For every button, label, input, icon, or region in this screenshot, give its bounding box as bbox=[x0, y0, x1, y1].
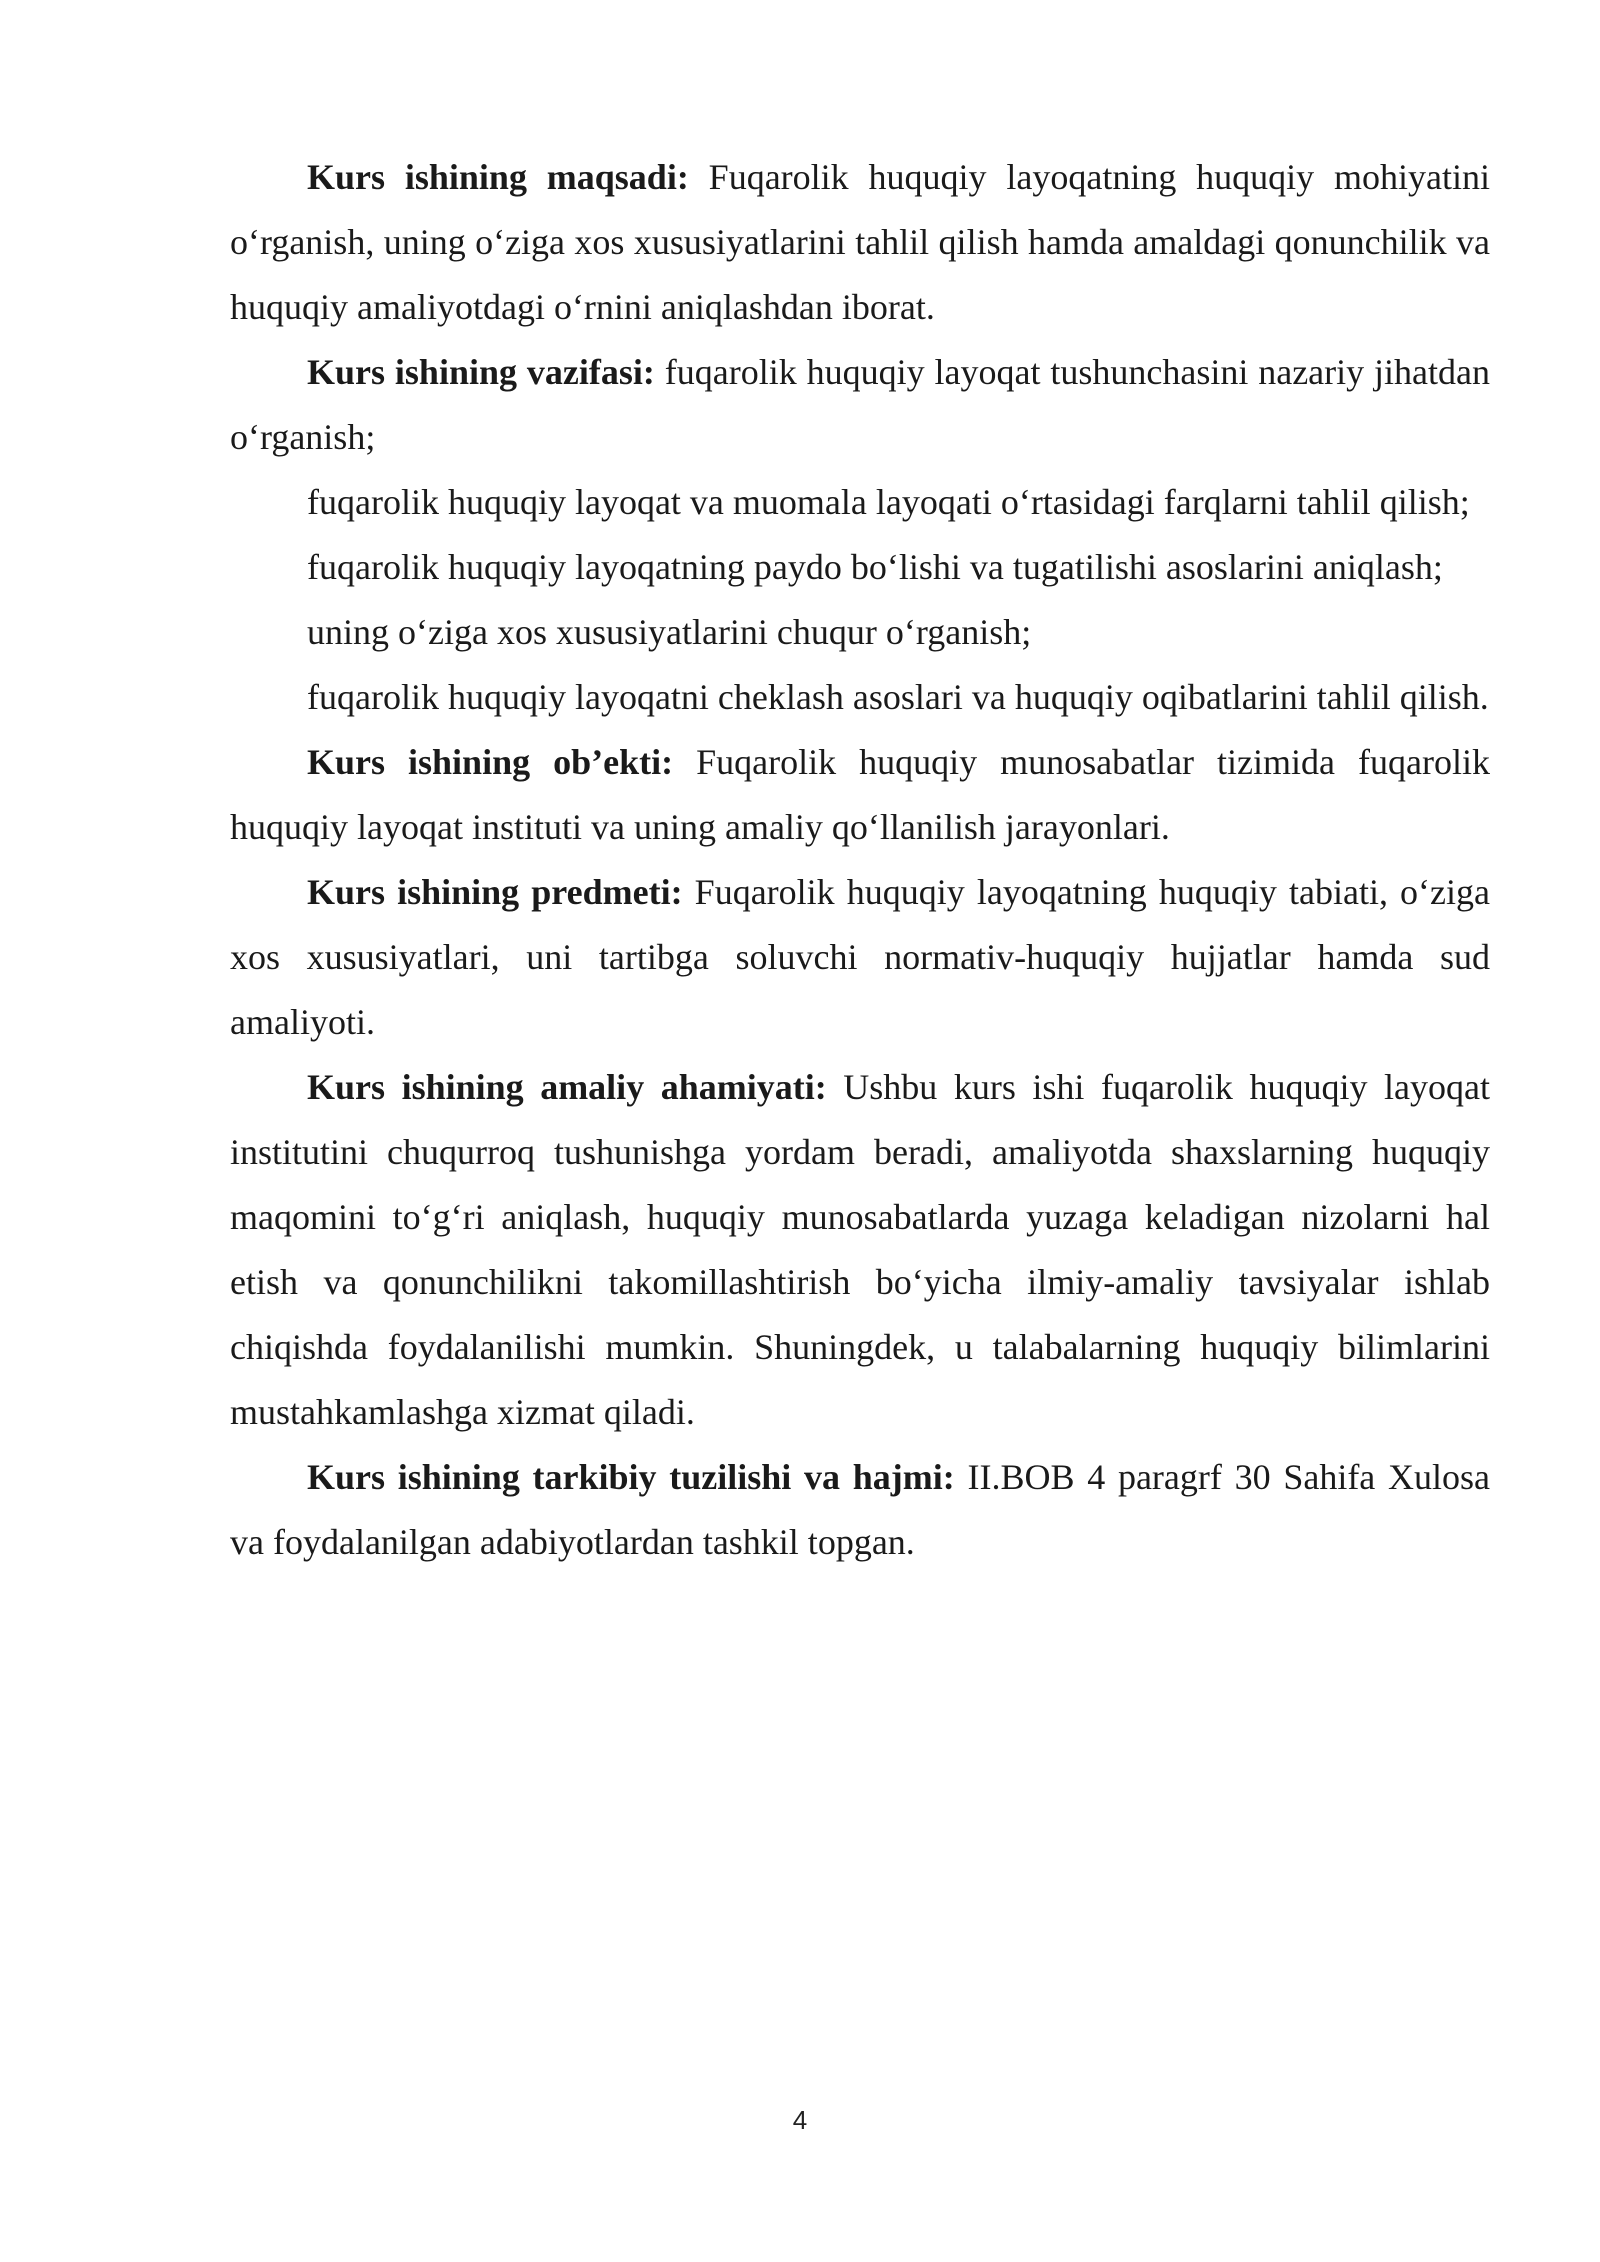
paragraph-amaliy-ahamiyati bbox=[230, 1055, 1490, 1445]
paragraph-text: fuqarolik huquqiy layoqatning paydo bo‘lishi va tugatilishi asoslarini aniqlash; bbox=[307, 547, 1443, 587]
paragraph-text: Fuqarolik huquqiy layoqatning huquqiy mohiyatini o‘rganish, uning o‘ziga xos xususiyatlarini tahlil qilish hamda amaldagi qonunchilik va huquqiy amaliyotdagi o‘rnini aniqlashdan iborat. bbox=[230, 157, 1491, 327]
task-item bbox=[230, 665, 1490, 730]
page-number: 4 bbox=[792, 2105, 808, 2135]
paragraph-maqsadi bbox=[230, 145, 1490, 340]
paragraph-vazifasi bbox=[230, 340, 1490, 470]
paragraph-text: II.BOB 4 paragrf 30 Sahifa Xulosa va foydalanilgan adabiyotlardan tashkil topgan. bbox=[230, 1457, 1490, 1562]
paragraph-text: fuqarolik huquqiy layoqatni cheklash asoslari va huquqiy oqibatlarini tahlil qilish. bbox=[307, 677, 1489, 717]
task-item bbox=[230, 535, 1490, 600]
paragraph-text: Fuqarolik huquqiy layoqatning huquqiy tabiati, o‘ziga xos xususiyatlari, uni tartibga soluvchi normativ-huquqiy hujjatlar hamda sud amaliyoti. bbox=[230, 872, 1490, 1042]
paragraph-obekti bbox=[230, 730, 1490, 860]
paragraph-text: fuqarolik huquqiy layoqat va muomala layoqati o‘rtasidagi farqlarni tahlil qilish; bbox=[307, 482, 1470, 522]
paragraph-tarkibiy-tuzilishi bbox=[230, 1445, 1490, 1575]
paragraph-label: Kurs ishining predmeti: bbox=[307, 872, 683, 912]
paragraph-label: Kurs ishining ob’ekti: bbox=[307, 742, 674, 782]
paragraph-label: Kurs ishining amaliy ahamiyati: bbox=[307, 1067, 827, 1107]
paragraph-label: Kurs ishining tarkibiy tuzilishi va hajmi: bbox=[307, 1457, 955, 1497]
task-item bbox=[230, 470, 1490, 535]
task-item bbox=[230, 600, 1490, 665]
paragraph-text: fuqarolik huquqiy layoqat tushunchasini nazariy jihatdan o‘rganish; bbox=[230, 352, 1491, 457]
paragraph-text: Ushbu kurs ishi fuqarolik huquqiy layoqat institutini chuqurroq tushunishga yordam beradi, amaliyotda shaxslarning huquqiy maqomini to‘g‘ri aniqlash, huquqiy munosabatlarda yuzaga keladigan nizolarni hal etish va qonunchilikni takomillashtirish bo‘yicha ilmiy-amaliy tavsiyalar ishlab chiqishda foydalanilishi mumkin. Shuningdek, u talabalarning huquqiy bilimlarini mustahkamlashga xizmat qiladi. bbox=[230, 1067, 1490, 1432]
paragraph-text: Fuqarolik huquqiy munosabatlar tizimida fuqarolik huquqiy layoqat instituti va uning amaliy qo‘llanilish jarayonlari. bbox=[230, 742, 1490, 847]
page-body bbox=[230, 145, 1490, 1575]
paragraph-text: uning o‘ziga xos xususiyatlarini chuqur o‘rganish; bbox=[307, 612, 1032, 652]
paragraph-predmeti bbox=[230, 860, 1490, 1055]
paragraph-label: Kurs ishining vazifasi: bbox=[307, 352, 655, 392]
paragraph-label: Kurs ishining maqsadi: bbox=[307, 157, 689, 197]
